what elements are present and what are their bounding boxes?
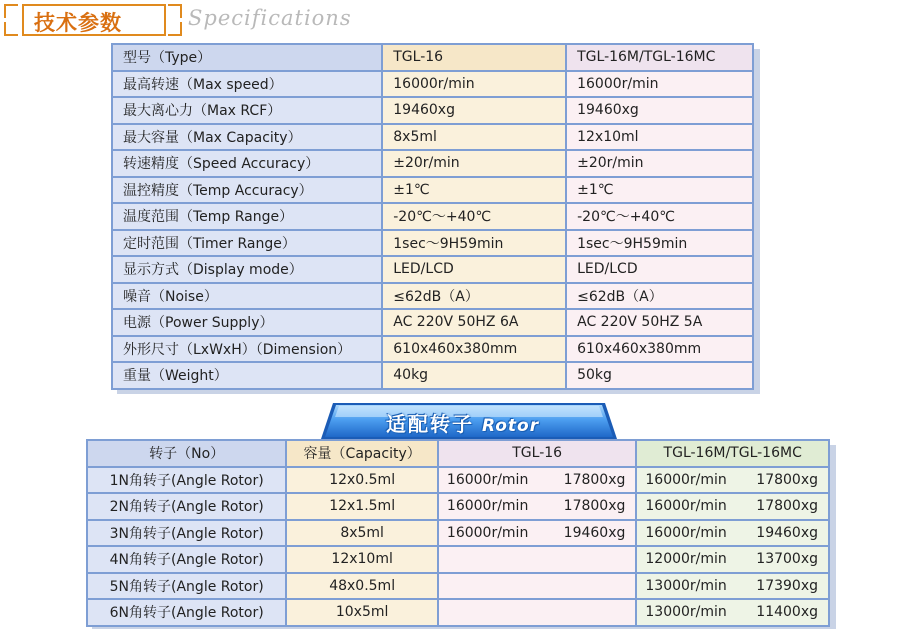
- table-row: [87, 493, 829, 520]
- table-row: [112, 256, 753, 283]
- table-row: [112, 336, 753, 363]
- header-cell: TGL-16: [438, 440, 636, 467]
- table-row: [112, 230, 753, 257]
- rotor-name: 6N角转子(Angle Rotor): [87, 599, 286, 626]
- table-row: [112, 362, 753, 389]
- value-cell: 50kg: [566, 362, 753, 389]
- table-row: [87, 573, 829, 600]
- rcf-value: 17800xg: [756, 471, 818, 488]
- table-row: [112, 177, 753, 204]
- spec-table: [111, 43, 754, 390]
- value-cell: ≤62dB（A）: [382, 283, 566, 310]
- header-cell: 型号（Type）: [112, 44, 382, 71]
- value-cell: 8x5ml: [382, 124, 566, 151]
- tgl16-cell: [438, 520, 636, 547]
- value-cell: AC 220V 50HZ 6A: [382, 309, 566, 336]
- speed-value: 12000r/min: [645, 551, 727, 568]
- value-cell: LED/LCD: [382, 256, 566, 283]
- section-subtitle: Specifications: [188, 6, 352, 30]
- table-header-row: [87, 440, 829, 467]
- value-cell: 40kg: [382, 362, 566, 389]
- value-cell: ≤62dB（A）: [566, 283, 753, 310]
- tgl16-cell: [438, 467, 636, 494]
- rotor-name: 4N角转子(Angle Rotor): [87, 546, 286, 573]
- param-label: 最高转速（Max speed）: [112, 71, 382, 98]
- param-label: 温控精度（Temp Accuracy）: [112, 177, 382, 204]
- rotor-name: 2N角转子(Angle Rotor): [87, 493, 286, 520]
- tgl16m-cell: [636, 520, 829, 547]
- tgl16-cell: [438, 599, 636, 626]
- value-cell: LED/LCD: [566, 256, 753, 283]
- header-cell: TGL-16M/TGL-16MC: [636, 440, 829, 467]
- table-row: [87, 599, 829, 626]
- table-row: [87, 520, 829, 547]
- corner-ornament-icon: [4, 4, 18, 18]
- value-cell: -20℃～+40℃: [566, 203, 753, 230]
- param-label: 定时范围（Timer Range）: [112, 230, 382, 257]
- value-cell: 19460xg: [566, 97, 753, 124]
- value-cell: 610x460x380mm: [382, 336, 566, 363]
- speed-value: 13000r/min: [645, 604, 727, 621]
- header-cell: 转子（No）: [87, 440, 286, 467]
- table-row: [112, 124, 753, 151]
- rcf-value: 19460xg: [563, 524, 626, 541]
- rotor-table: [86, 439, 830, 627]
- section-title: 技术参数: [34, 11, 122, 35]
- value-cell: 610x460x380mm: [566, 336, 753, 363]
- speed-value: 16000r/min: [446, 524, 529, 541]
- tgl16m-cell: [636, 546, 829, 573]
- tgl16-cell: [438, 573, 636, 600]
- value-cell: -20℃～+40℃: [382, 203, 566, 230]
- banner-title-en: Rotor: [482, 416, 540, 436]
- value-cell: AC 220V 50HZ 5A: [566, 309, 753, 336]
- banner-title: [386, 408, 539, 437]
- value-cell: 19460xg: [382, 97, 566, 124]
- rcf-value: 17800xg: [756, 498, 818, 515]
- speed-value: 16000r/min: [446, 498, 529, 515]
- param-label: 最大离心力（Max RCF）: [112, 97, 382, 124]
- table-row: [87, 546, 829, 573]
- value-cell: ±1℃: [382, 177, 566, 204]
- param-label: 转速精度（Speed Accuracy）: [112, 150, 382, 177]
- capacity-cell: 12x10ml: [286, 546, 438, 573]
- capacity-cell: 8x5ml: [286, 520, 438, 547]
- table-row: [112, 309, 753, 336]
- param-label: 外形尺寸（LxWxH）（Dimension）: [112, 336, 382, 363]
- speed-value: 13000r/min: [645, 577, 727, 594]
- table-row: [112, 71, 753, 98]
- banner-title-zh: 适配转子: [386, 412, 474, 436]
- param-label: 显示方式（Display mode）: [112, 256, 382, 283]
- table-row: [112, 150, 753, 177]
- header-cell: TGL-16: [382, 44, 566, 71]
- value-cell: 1sec～9H59min: [566, 230, 753, 257]
- rcf-value: 19460xg: [756, 524, 818, 541]
- rcf-value: 17800xg: [563, 498, 626, 515]
- capacity-cell: 12x0.5ml: [286, 467, 438, 494]
- corner-ornament-icon: [4, 22, 18, 36]
- table-row: [87, 467, 829, 494]
- table-row: [112, 203, 753, 230]
- header-cell: TGL-16M/TGL-16MC: [566, 44, 753, 71]
- param-label: 噪音（Noise）: [112, 283, 382, 310]
- table-header-row: [112, 44, 753, 71]
- tgl16-cell: [438, 546, 636, 573]
- rotor-name: 5N角转子(Angle Rotor): [87, 573, 286, 600]
- speed-value: 16000r/min: [645, 524, 727, 541]
- corner-ornament-icon: [168, 22, 182, 36]
- tgl16m-cell: [636, 599, 829, 626]
- param-label: 电源（Power Supply）: [112, 309, 382, 336]
- value-cell: 12x10ml: [566, 124, 753, 151]
- value-cell: 1sec～9H59min: [382, 230, 566, 257]
- param-label: 重量（Weight）: [112, 362, 382, 389]
- capacity-cell: 10x5ml: [286, 599, 438, 626]
- speed-value: 16000r/min: [645, 498, 727, 515]
- table-row: [112, 283, 753, 310]
- rcf-value: 11400xg: [756, 604, 818, 621]
- value-cell: ±1℃: [566, 177, 753, 204]
- corner-ornament-icon: [168, 4, 182, 18]
- capacity-cell: 48x0.5ml: [286, 573, 438, 600]
- table-row: [112, 97, 753, 124]
- tgl16-cell: [438, 493, 636, 520]
- speed-value: 16000r/min: [645, 471, 727, 488]
- header-cell: 容量（Capacity）: [286, 440, 438, 467]
- param-label: 最大容量（Max Capacity）: [112, 124, 382, 151]
- rcf-value: 13700xg: [756, 551, 818, 568]
- value-cell: ±20r/min: [566, 150, 753, 177]
- tgl16m-cell: [636, 493, 829, 520]
- value-cell: 16000r/min: [566, 71, 753, 98]
- rotor-name: 1N角转子(Angle Rotor): [87, 467, 286, 494]
- rcf-value: 17800xg: [563, 471, 626, 488]
- section-header: [0, 0, 900, 42]
- param-label: 温度范围（Temp Range）: [112, 203, 382, 230]
- value-cell: 16000r/min: [382, 71, 566, 98]
- capacity-cell: 12x1.5ml: [286, 493, 438, 520]
- speed-value: 16000r/min: [446, 471, 529, 488]
- tgl16m-cell: [636, 573, 829, 600]
- value-cell: ±20r/min: [382, 150, 566, 177]
- rcf-value: 17390xg: [756, 577, 818, 594]
- tgl16m-cell: [636, 467, 829, 494]
- rotor-name: 3N角转子(Angle Rotor): [87, 520, 286, 547]
